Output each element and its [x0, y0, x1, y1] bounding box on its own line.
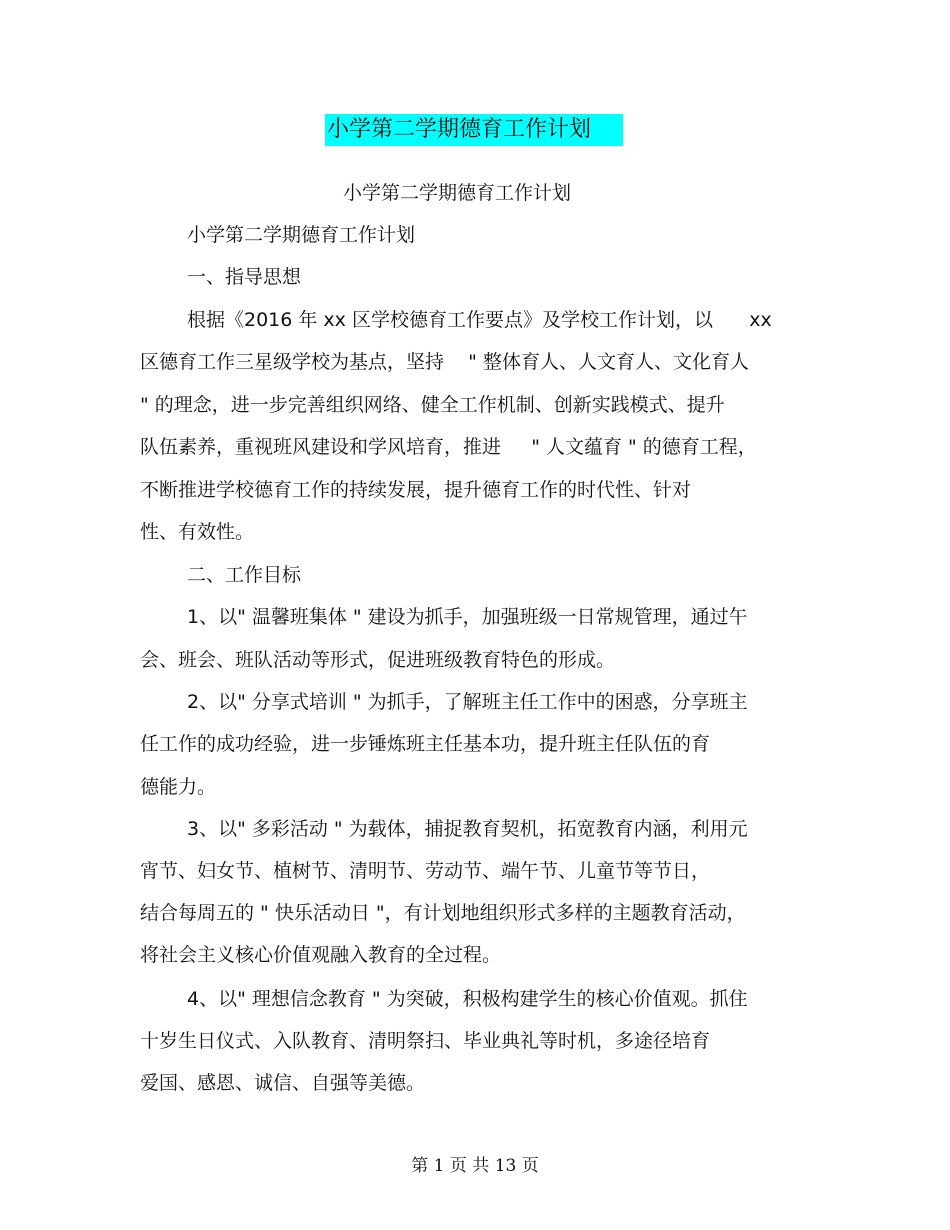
paragraph-line: 不断推进学校德育工作的持续发展，提升德育工作的时代性、针对 [140, 479, 692, 501]
section-heading-1: 一、指导思想 [187, 266, 302, 288]
document-title: 小学第二学期德育工作计划 [327, 117, 592, 142]
page-footer: 第 1 页 共 13 页 [411, 1156, 539, 1176]
subtitle: 小学第二学期德育工作计划 [343, 182, 572, 204]
paragraph-line: " 的理念，进一步完善组织网络、健全工作机制、创新实践模式、提升 [140, 394, 725, 416]
section-heading-2: 二、工作目标 [187, 564, 302, 586]
paragraph-line: 队伍素养，重视班风建设和学风培育，推进 " 人文蕴育 " 的德育工程， [140, 436, 757, 458]
list-item-line: 1、以" 温馨班集体 " 建设为抓手，加强班级一日常规管理，通过午 [187, 606, 748, 628]
list-item-line: 2、以" 分享式培训 " 为抓手，了解班主任工作中的困惑，分享班主 [187, 691, 748, 713]
list-item-line: 将社会主义核心价值观融入教育的全过程。 [140, 944, 502, 966]
list-item-line: 十岁生日仪式、入队教育、清明祭扫、毕业典礼等时机，多途径培育 [140, 1030, 711, 1052]
list-item-line: 任工作的成功经验，进一步锤炼班主任基本功，提升班主任队伍的育 [140, 733, 711, 755]
paragraph-line: 区德育工作三星级学校为基点，坚持 " 整体育人、人文育人、文化育人 [140, 351, 749, 373]
list-item-line: 4、以" 理想信念教育 " 为突破，积极构建学生的核心价值观。抓住 [187, 988, 748, 1010]
list-item-line: 德能力。 [140, 776, 217, 798]
list-item-line: 宵节、妇女节、植树节、清明节、劳动节、端午节、儿童节等节日， [140, 860, 711, 882]
list-item-line: 3、以" 多彩活动 " 为载体，捕捉教育契机，拓宽教育内涵，利用元 [187, 818, 748, 840]
paragraph-line: 性、有效性。 [140, 521, 255, 543]
list-item-line: 爱国、感恩、诚信、自强等美德。 [140, 1072, 426, 1094]
list-item-line: 结合每周五的 " 快乐活动日 "，有计划地组织形式多样的主题教育活动， [140, 902, 746, 924]
paragraph-line: 根据《2016 年 xx 区学校德育工作要点》及学校工作计划，以 xx [187, 309, 772, 331]
heading-line: 小学第二学期德育工作计划 [187, 224, 416, 246]
list-item-line: 会、班会、班队活动等形式，促进班级教育特色的形成。 [140, 649, 616, 671]
